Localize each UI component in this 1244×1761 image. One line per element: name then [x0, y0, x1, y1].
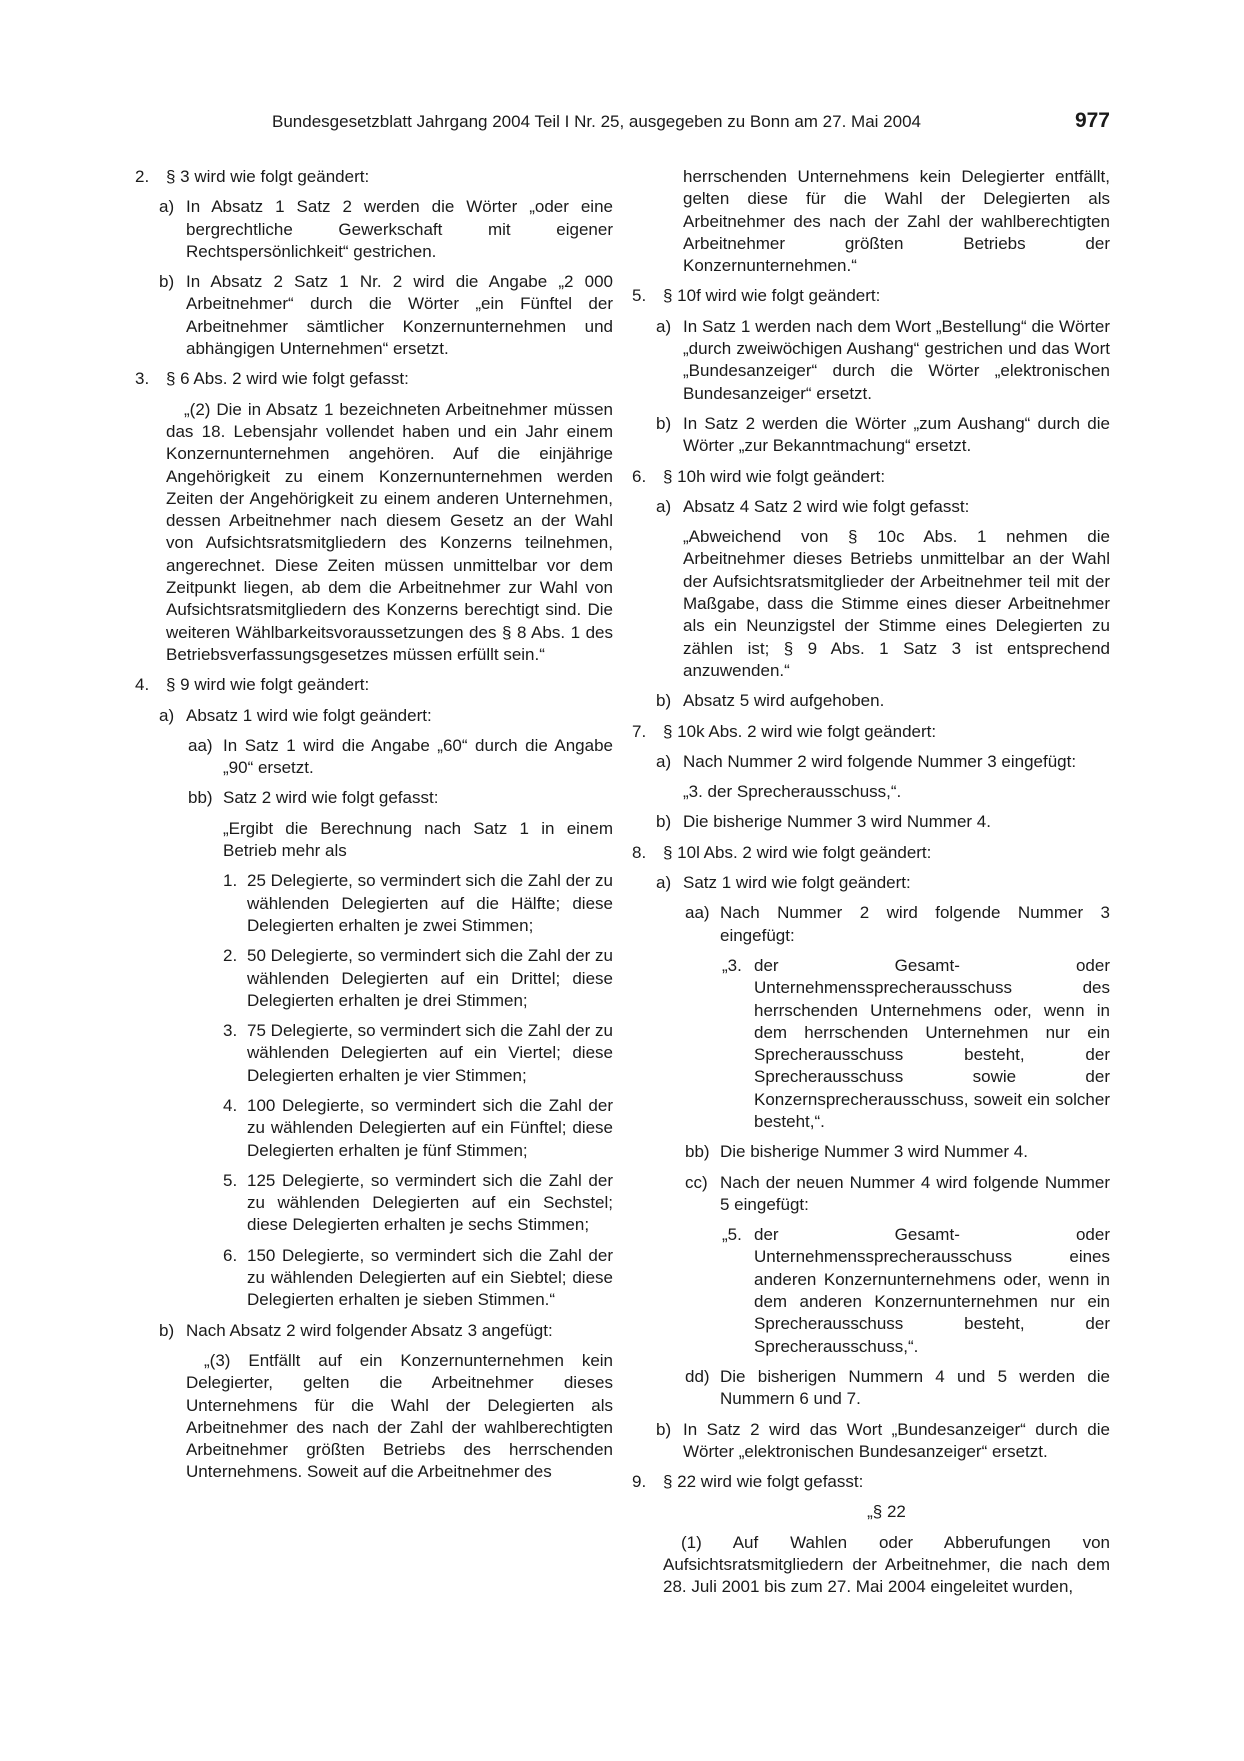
item-text: Die bisherige Nummer 3 wird Nummer 4. [683, 812, 991, 832]
item-4a [131, 705, 613, 727]
item-text: Satz 2 wird wie folgt gefasst: [223, 788, 439, 808]
item-text: Absatz 1 wird wie folgt geändert: [186, 705, 432, 725]
item-text: 150 Delegierte, so vermindert sich die Zahl der zu wählenden Delegierten auf ein Siebtel; diese Delegierten erhalten je sieben Stimmen.“ [247, 1245, 613, 1310]
item-5 [628, 285, 1110, 307]
item-text: Absatz 4 Satz 2 wird wie folgt gefasst: [683, 496, 970, 516]
item-number: 4. [223, 1095, 238, 1115]
header-title: Bundesgesetzblatt Jahrgang 2004 Teil I Nr. 25, ausgegeben zu Bonn am 27. Mai 2004 [272, 112, 921, 131]
item-number: b) [656, 413, 672, 433]
item-4 [131, 674, 613, 696]
item-number: 6. [632, 466, 647, 486]
item-number: 4. [135, 675, 150, 695]
item-text: 75 Delegierte, so vermindert sich die Zahl der zu wählenden Delegierten auf ein Viertel; diese Delegierten erhalten je vier Stimmen; [247, 1021, 613, 1085]
item-text: § 6 Abs. 2 wird wie folgt gefasst: [166, 369, 409, 389]
item-text: 50 Delegierte, so vermindert sich die Zahl der zu wählenden Delegierten auf ein Drittel; diese Delegierten erhalten je drei Stimmen; [247, 946, 613, 1010]
item-5a [628, 316, 1110, 405]
item-2a [131, 196, 613, 263]
item-number: 2. [135, 167, 150, 186]
item-number: 6. [223, 1245, 238, 1265]
item-text: In Satz 2 wird das Wort „Bundesanzeiger“ durch die Wörter „elektronischen Bundesanzeiger“ ersetzt. [683, 1419, 1110, 1461]
item-2 [131, 166, 613, 188]
item-text: der Gesamt- oder Unternehmenssprecherausschuss des herrschenden Unternehmens oder, wenn in dem herrschenden Unternehmen nur ein Sprecherausschuss besteht, der Sprecherausschuss sowie der Konzernsprecherausschuss, soweit ein solcher besteht,“. [754, 955, 1110, 1131]
item-text: § 10k Abs. 2 wird wie folgt geändert: [663, 721, 937, 741]
item-8a [628, 872, 1110, 894]
item-text: Absatz 5 wird aufgehoben. [683, 691, 885, 711]
item-text: In Absatz 2 Satz 1 Nr. 2 wird die Angabe „2 000 Arbeitnehmer“ durch die Wörter „ein Fünftel der Arbeitnehmer sämtlicher Konzernunternehmen und abhängigen Unternehmen“ ersetzt. [186, 272, 613, 359]
item-6 [628, 466, 1110, 488]
quote-absatz-3 [131, 1350, 613, 1484]
item-number: 8. [632, 842, 647, 862]
quote-nummer-3 [628, 955, 1110, 1133]
quote-6-2 [131, 399, 613, 667]
quote-text: herrschenden Unternehmens kein Delegierter entfällt, gelten diese für die Wahl der Delegierten als Arbeitnehmer des nach der Zahl der wahlberechtigten Arbeitnehmer größten Betriebs der Konzernunternehmen.“ [683, 167, 1110, 276]
page-header [272, 111, 1110, 141]
list-item [131, 1020, 613, 1087]
item-number: 1. [223, 871, 238, 891]
item-text: § 22 wird wie folgt gefasst: [663, 1472, 864, 1492]
item-number: a) [656, 496, 672, 516]
left-column [131, 166, 613, 1492]
quote-text: „(2) Die in Absatz 1 bezeichneten Arbeitnehmer müssen das 18. Lebensjahr vollendet haben und ein Jahr einem Konzernunternehmen angehören. Auf die einjährige Angehörigkeit zu einem Konzernunternehmen werden Zeiten der Angehörigkeit zu einem anderen Unternehmen, dessen Arbeitnehmer nach diesem Gesetz an der Wahl von Aufsichtsratsmitgliedern des Konzerns teilnehmen, angerechnet. Diese Zeiten müssen unmittelbar vor dem Zeitpunkt liegen, ab dem die Arbeitnehmer zur Wahl von Aufsichtsratsmitgliedern des Konzerns berechtigt sind. Die weiteren Wählbarkeitsvoraussetzungen des § 8 Abs. 1 des Betriebsverfassungsgesetzes müssen erfüllt sein.“ [166, 399, 613, 664]
item-4b [131, 1320, 613, 1342]
item-number: b) [159, 1320, 175, 1340]
item-text: § 3 wird wie folgt geändert: [166, 167, 370, 186]
item-text: Nach der neuen Nummer 4 wird folgende Nummer 5 eingefügt: [720, 1172, 1110, 1214]
item-text: § 9 wird wie folgt geändert: [166, 675, 370, 695]
item-number: b) [656, 1419, 672, 1439]
quote-7a [628, 781, 1110, 803]
item-number: aa) [188, 735, 213, 755]
quote-text: „3. der Sprecherausschuss,“. [683, 782, 902, 802]
item-8a-cc [628, 1172, 1110, 1217]
item-text: § 10l Abs. 2 wird wie folgt geändert: [663, 842, 932, 862]
item-number: bb) [188, 788, 213, 808]
item-3 [131, 368, 613, 390]
item-8b [628, 1419, 1110, 1464]
item-8a-bb [628, 1141, 1110, 1163]
paragraph-text: (1) Auf Wahlen oder Abberufungen von Aufsichtsratsmitgliedern der Arbeitnehmer, die nach dem 28. Juli 2001 bis zum 27. Mai 2004 eingeleitet wurden, [663, 1532, 1110, 1597]
item-8 [628, 842, 1110, 864]
item-6b [628, 690, 1110, 712]
item-text: In Satz 1 werden nach dem Wort „Bestellung“ die Wörter „durch zweiwöchigen Aushang“ gestrichen und das Wort „Bundesanzeiger“ durch die Wörter „elektronischen Bundesanzeiger“ ersetzt. [683, 316, 1110, 403]
item-number: a) [159, 197, 175, 217]
item-7a [628, 751, 1110, 773]
item-6a [628, 496, 1110, 518]
item-2b [131, 271, 613, 360]
page-number: 977 [1074, 109, 1110, 132]
item-text: Die bisherigen Nummern 4 und 5 werden die Nummern 6 und 7. [720, 1366, 1110, 1409]
item-number: 5. [223, 1170, 238, 1190]
list-item [131, 1245, 613, 1312]
item-text: Die bisherige Nummer 3 wird Nummer 4. [720, 1142, 1028, 1162]
right-column [628, 166, 1110, 1607]
item-text: Nach Nummer 2 wird folgende Nummer 3 eingefügt: [683, 751, 1077, 771]
item-7b [628, 811, 1110, 833]
item-9 [628, 1471, 1110, 1493]
quote-text: „(3) Entfällt auf ein Konzernunternehmen kein Delegierter, gelten die Arbeitnehmer dieses Unternehmens für die Wahl der Delegierten als Arbeitnehmer des nach der Zahl der wahlberechtigten Arbeitnehmer größten Betriebs des herrschenden Unternehmens. Soweit auf die Arbeitnehmer des [186, 1350, 613, 1482]
item-number: „3. [722, 955, 742, 975]
item-number: b) [159, 272, 175, 292]
item-number: bb) [685, 1142, 710, 1162]
item-text: In Satz 1 wird die Angabe „60“ durch die Angabe „90“ ersetzt. [223, 735, 613, 778]
item-number: 3. [223, 1021, 238, 1041]
item-8a-aa [628, 902, 1110, 947]
item-text: Nach Nummer 2 wird folgende Nummer 3 eingefügt: [720, 903, 1110, 945]
item-number: a) [159, 705, 175, 725]
item-text: 125 Delegierte, so vermindert sich die Zahl der zu wählenden Delegierten auf ein Sechstel; diese Delegierten erhalten je sechs Stimmen; [247, 1170, 613, 1235]
item-text: § 10f wird wie folgt geändert: [663, 286, 881, 306]
quote-satz-2 [131, 818, 613, 863]
item-5b [628, 413, 1110, 458]
item-text: der Gesamt- oder Unternehmenssprecherausschuss eines anderen Konzernunternehmens oder, wenn in dem anderen Konzernunternehmen nur ein Sprecherausschuss besteht, der Sprecherausschuss,“. [754, 1225, 1110, 1356]
item-8a-dd [628, 1366, 1110, 1411]
quote-10h [628, 526, 1110, 682]
item-4a-bb [131, 787, 613, 809]
continued-quote [628, 166, 1110, 277]
item-number: dd) [685, 1366, 710, 1386]
item-number: 5. [632, 286, 647, 306]
quote-text: „Ergibt die Berechnung nach Satz 1 in einem Betrieb mehr als [223, 818, 613, 861]
item-text: 25 Delegierte, so vermindert sich die Zahl der zu wählenden Delegierten auf die Hälfte; diese Delegierten erhalten je zwei Stimmen; [247, 871, 613, 935]
list-item [131, 1170, 613, 1237]
item-4a-aa [131, 735, 613, 780]
item-number: a) [656, 316, 672, 336]
item-number: b) [656, 691, 672, 711]
item-text: In Satz 2 werden die Wörter „zum Aushang“ durch die Wörter „zur Bekanntmachung“ ersetzt. [683, 413, 1110, 456]
list-item [131, 870, 613, 937]
quote-nummer-5 [628, 1224, 1110, 1358]
item-number: 2. [223, 946, 238, 966]
item-number: b) [656, 812, 672, 832]
section-22-heading: „§ 22 [867, 1502, 906, 1522]
list-item [131, 945, 613, 1012]
section-heading [628, 1501, 1110, 1523]
section-22-paragraph [628, 1532, 1110, 1599]
item-number: a) [656, 751, 672, 771]
item-text: In Absatz 1 Satz 2 werden die Wörter „oder eine bergrechtliche Gewerkschaft mit eigener Rechtspersönlichkeit“ gestrichen. [186, 197, 613, 261]
item-number: 9. [632, 1472, 647, 1492]
item-number: „5. [722, 1225, 742, 1245]
item-text: § 10h wird wie folgt geändert: [663, 466, 886, 486]
item-text: Satz 1 wird wie folgt geändert: [683, 873, 911, 893]
item-number: 3. [135, 369, 150, 389]
item-number: 7. [632, 721, 647, 741]
item-number: a) [656, 873, 672, 893]
item-text: 100 Delegierte, so vermindert sich die Zahl der zu wählenden Delegierten auf ein Fünftel; diese Delegierten erhalten je fünf Stimmen; [247, 1095, 613, 1160]
quote-text: „Abweichend von § 10c Abs. 1 nehmen die Arbeitnehmer dieses Betriebs unmittelbar an der Wahl der Aufsichtsratsmitglieder der Arbeitnehmer teil mit der Maßgabe, dass die Stimme eines dieser Arbeitnehmer als ein Neunzigstel der Stimme eines Delegierten zu zählen ist; § 9 Abs. 1 Satz 3 ist entsprechend anzuwenden.“ [683, 527, 1110, 680]
list-item [131, 1095, 613, 1162]
item-7 [628, 721, 1110, 743]
item-number: cc) [685, 1172, 708, 1192]
item-text: Nach Absatz 2 wird folgender Absatz 3 angefügt: [186, 1320, 553, 1340]
item-number: aa) [685, 903, 710, 923]
